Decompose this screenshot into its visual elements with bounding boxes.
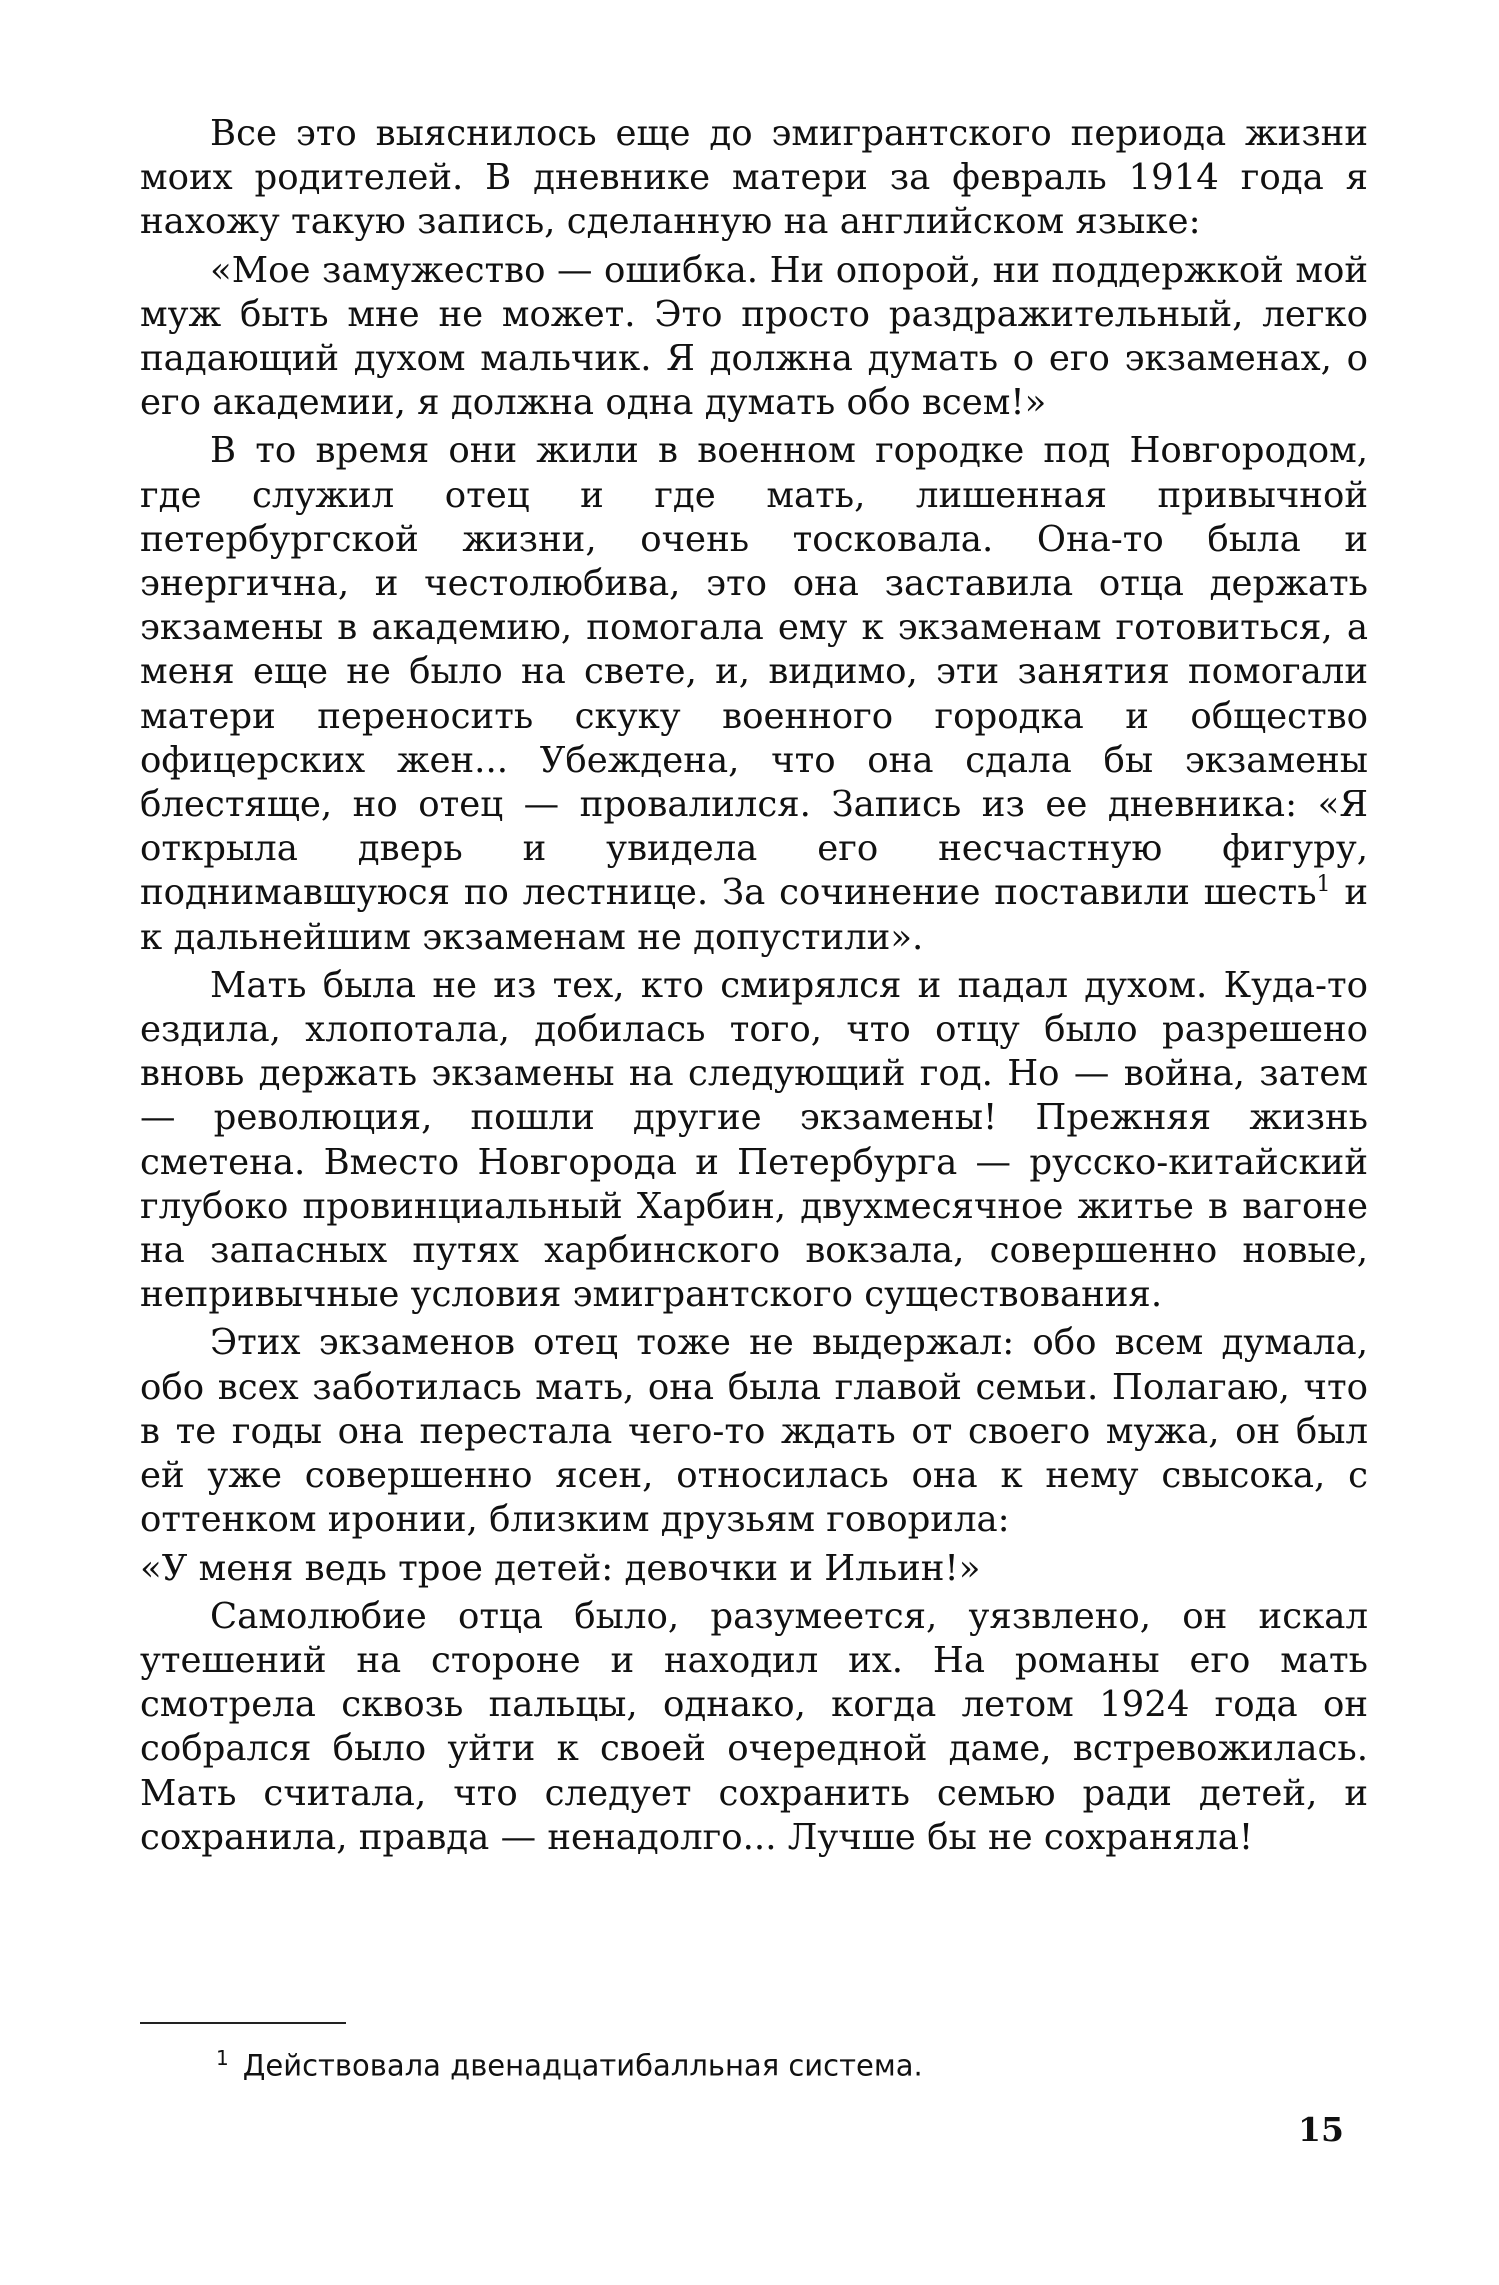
paragraph-7: Самолюбие отца было, разумеется, уязвлено, он искал утешений на стороне и находил их. На романы его мать смотрела сквозь пальцы, однако, когда летом 1924 года он собрался было уйти к своей очередной даме, встревожилась. Мать считала, что следует сохранить семью ради детей, и сохранила, правда — ненадолго... Лучше бы не сохраняла!	[140, 1595, 1368, 1858]
paragraph-3	[140, 429, 1368, 959]
paragraph-2: «Мое замужество — ошибка. Ни опорой, ни поддержкой мой муж быть мне не может. Это просто раздражительный, легко падающий духом мальчик. Я должна думать о его экзаменах, о его академии, я должна одна думать обо всем!»	[140, 249, 1368, 424]
paragraph-1: Все это выяснилось еще до эмигрантского периода жизни моих родителей. В дневнике матери за февраль 1914 года я нахожу такую запись, сделанную на английском языке:	[140, 113, 1368, 243]
paragraph-3-tail: и к дальнейшим экзаменам не допустили».	[140, 872, 1368, 958]
footnote-reference[interactable]: 1	[1316, 872, 1331, 898]
paragraph-4: Мать была не из тех, кто смирялся и падал духом. Куда-то ездила, хлопотала, добилась того, что отцу было разрешено вновь держать экзамены на следующий год. Но — война, затем — революция, пошли другие экзамены! Прежняя жизнь сметена. Вместо Новгорода и Петербурга — русско-китайский глубоко провинциальный Харбин, двухмесячное житье в вагоне на запасных путях харбинского вокзала, совершенно новые, непривычные условия эмигрантского существования.	[140, 964, 1368, 1316]
page-number: 15	[1298, 2110, 1344, 2149]
paragraph-5: Этих экзаменов отец тоже не выдержал: обо всем думала, обо всех заботилась мать, она была главой семьи. Полагаю, что в те годы она перестала чего-то ждать от своего мужа, он был ей уже совершенно ясен, относилась она к нему свысока, с оттенком иронии, близким друзьям говорила:	[140, 1322, 1368, 1541]
paragraph-3-text: В то время они жили в военном городке под Новгородом, где служил отец и где мать, лишенная привычной петербургской жизни, очень тосковала. Она-то была и энергична, и честолюбива, это она заставила отца держать экзамены в академию, помогала ему к экзаменам готовиться, а меня еще не было на свете, и, видимо, эти занятия помогали матери переносить скуку военного городка и общество офицерских жен... Убеждена, что она сдала бы экзамены блестяще, но отец — провалился. Запись из ее дневника: «Я открыла дверь и увидела его несчастную фигуру, поднимавшуюся по лестнице. За сочинение поставили шесть	[140, 430, 1368, 914]
paragraph-6: «У меня ведь трое детей: девочки и Ильин!»	[140, 1547, 981, 1589]
footnote-text: Действовала двенадцатибалльная система.	[242, 2048, 923, 2083]
body-text	[140, 112, 1368, 1860]
footnote-divider	[140, 2022, 346, 2024]
page-body	[140, 112, 1368, 1864]
footnote-mark: 1	[216, 2046, 229, 2070]
footnote	[216, 2040, 1316, 2084]
